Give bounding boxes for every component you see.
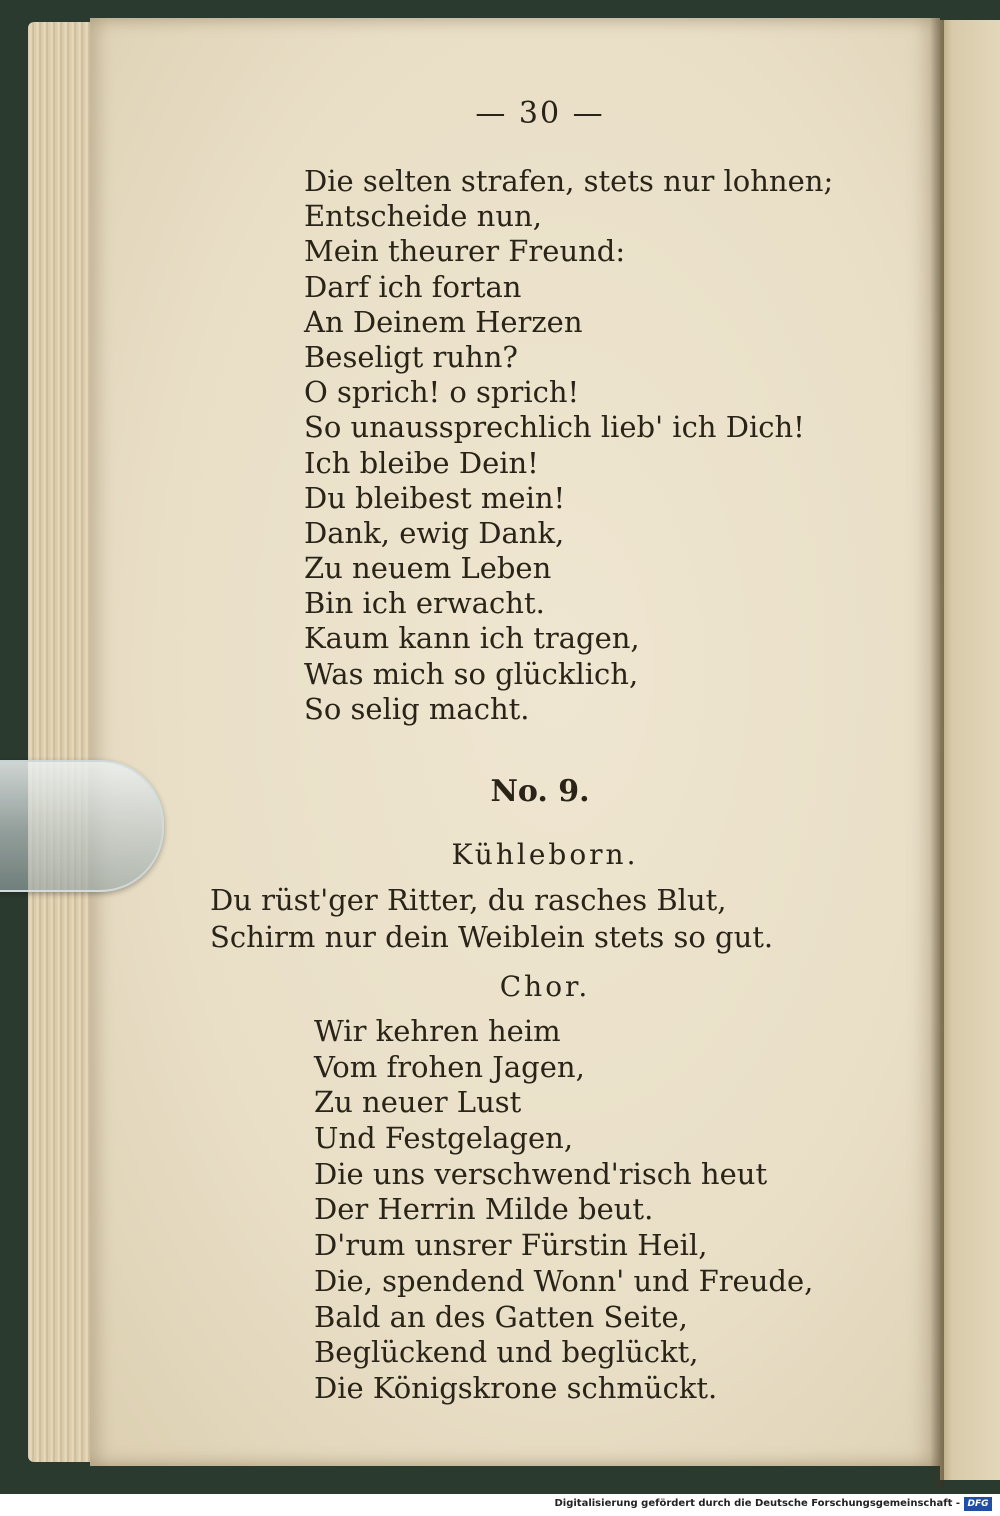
song-title: Kühleborn. bbox=[451, 838, 639, 871]
verse-line: Entscheide nun, bbox=[304, 199, 542, 234]
chorus-line: Wir kehren heim bbox=[314, 1014, 561, 1048]
song-number: No. 9. bbox=[490, 774, 590, 809]
page-gutter-shadow bbox=[930, 18, 944, 1488]
chorus-label: Chor. bbox=[499, 970, 591, 1003]
chorus-line: Die Königskrone schmückt. bbox=[314, 1370, 718, 1405]
verse-line: Ich bleibe Dein! bbox=[304, 445, 539, 480]
facing-page-edge bbox=[940, 20, 1000, 1480]
dfg-logo: DFG bbox=[964, 1497, 992, 1511]
footer-credit: Digitalisierung gefördert durch die Deutsche Forschungsgemeinschaft - bbox=[554, 1498, 960, 1509]
verse-line: Du bleibest mein! bbox=[304, 480, 566, 515]
verse-line: An Deinem Herzen bbox=[304, 304, 583, 339]
verse-line: Was mich so glücklich, bbox=[304, 656, 639, 691]
chorus-line: Bald an des Gatten Seite, bbox=[314, 1299, 688, 1334]
chorus-block bbox=[314, 1014, 813, 1407]
chorus-line: Die, spendend Wonn' und Freude, bbox=[314, 1263, 814, 1298]
page-number: — 30 — bbox=[475, 96, 605, 131]
verse-line: Zu neuem Leben bbox=[304, 551, 552, 586]
verse-line: Kaum kann ich tragen, bbox=[304, 621, 640, 656]
footer-bar bbox=[0, 1494, 1000, 1516]
verse-line: O sprich! o sprich! bbox=[304, 375, 580, 410]
verse-line: Die selten strafen, stets nur lohnen; bbox=[304, 164, 834, 198]
verse-line: Darf ich fortan bbox=[304, 269, 522, 304]
chorus-line: Die uns verschwend'risch heut bbox=[314, 1156, 768, 1191]
chorus-line: Der Herrin Milde beut. bbox=[314, 1192, 654, 1227]
solo-line: Schirm nur dein Weiblein stets so gut. bbox=[210, 920, 774, 954]
verse-line: Beseligt ruhn? bbox=[304, 339, 518, 374]
chorus-line: Vom frohen Jagen, bbox=[314, 1049, 585, 1084]
chorus-line: Beglückend und beglückt, bbox=[314, 1335, 699, 1370]
solo-block bbox=[210, 882, 773, 956]
verse-line: So unaussprechlich lieb' ich Dich! bbox=[304, 410, 805, 445]
verse-line: Mein theurer Freund: bbox=[304, 234, 626, 269]
verse-block bbox=[304, 164, 833, 727]
verse-line: Bin ich erwacht. bbox=[304, 586, 545, 621]
solo-line: Du rüst'ger Ritter, du rasches Blut, bbox=[210, 883, 727, 917]
chorus-line: Zu neuer Lust bbox=[314, 1085, 522, 1120]
verse-line: So selig macht. bbox=[304, 691, 530, 726]
chorus-line: D'rum unsrer Fürstin Heil, bbox=[314, 1228, 708, 1263]
verse-line: Dank, ewig Dank, bbox=[304, 515, 565, 550]
chorus-line: Und Festgelagen, bbox=[314, 1121, 574, 1156]
